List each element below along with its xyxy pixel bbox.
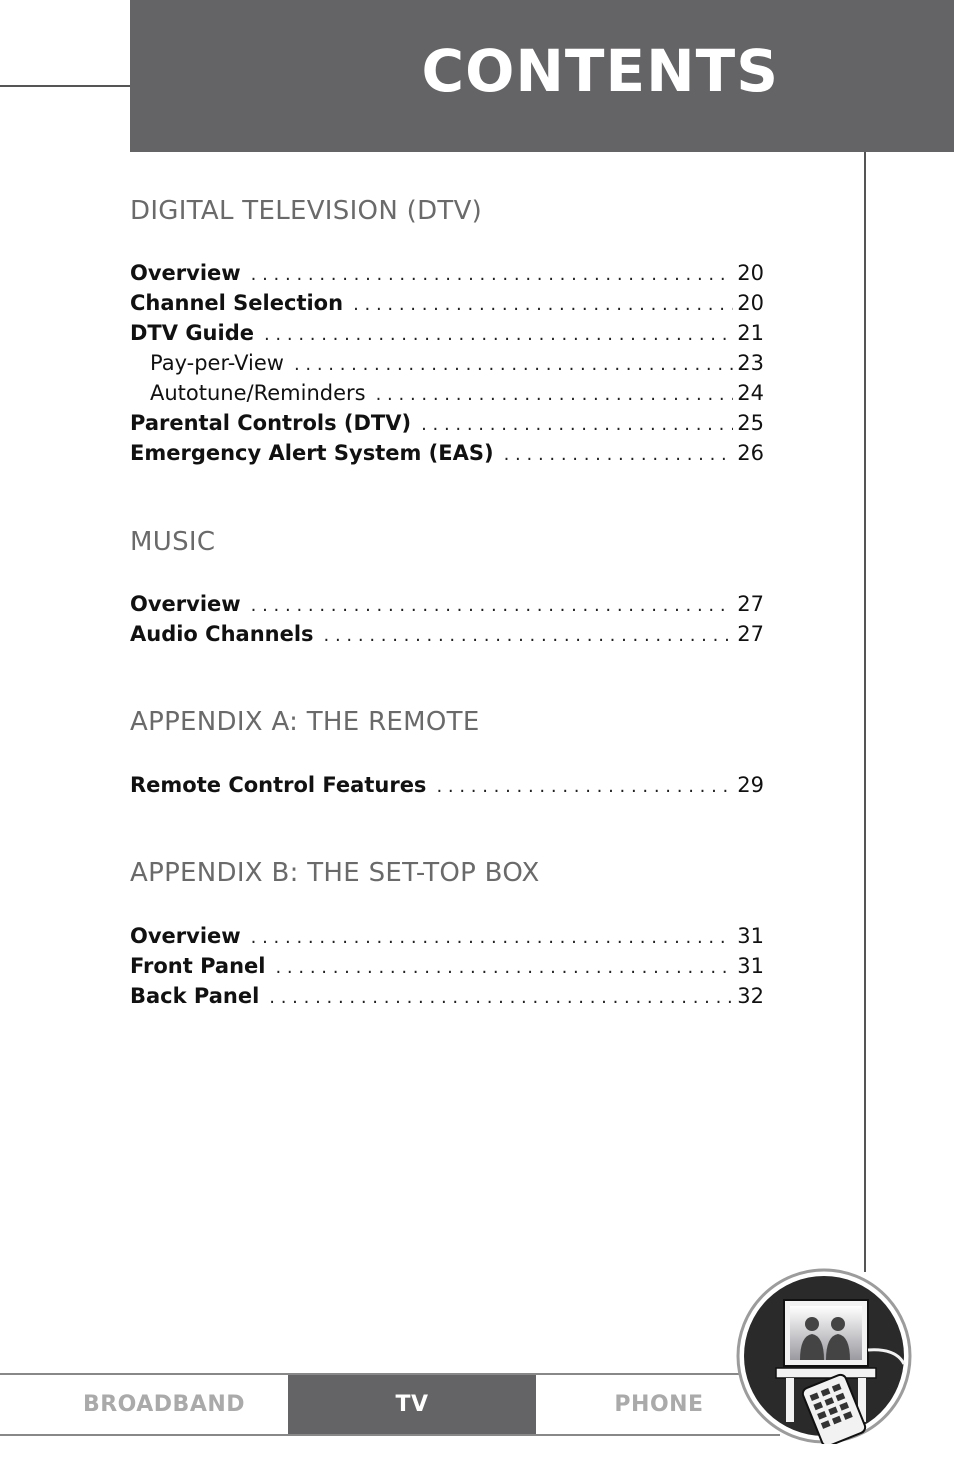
section-title-appendix-a: APPENDIX A: THE REMOTE (130, 707, 480, 737)
toc-entry-remote-control-features[interactable] (130, 770, 764, 800)
page-header (130, 0, 954, 152)
dot-leader (294, 350, 733, 378)
toc-entry-dtv-guide[interactable] (130, 318, 764, 348)
dot-leader (353, 290, 733, 318)
toc-entry-title: Channel Selection (130, 291, 344, 315)
toc-entry-pay-per-view[interactable] (130, 348, 764, 378)
dot-leader (264, 320, 733, 348)
tv-remote-icon (736, 1268, 912, 1444)
toc-entry-title: Parental Controls (DTV) (130, 411, 412, 435)
toc-page-number: 27 (737, 622, 764, 646)
toc-page-number: 29 (737, 773, 764, 797)
toc-page-number: 24 (737, 381, 764, 405)
dot-leader (421, 410, 733, 438)
toc-entry-title: Emergency Alert System (EAS) (130, 441, 494, 465)
toc-entry-music-overview[interactable] (130, 589, 764, 619)
tab-tv[interactable]: TV (288, 1375, 536, 1434)
dot-leader (436, 772, 733, 800)
toc-entry-title: Front Panel (130, 954, 266, 978)
section-title-dtv: DIGITAL TELEVISION (DTV) (130, 196, 483, 226)
dot-leader (504, 440, 734, 468)
toc-entry-title: Audio Channels (130, 622, 314, 646)
page-title: CONTENTS (421, 37, 779, 105)
toc-entry-front-panel[interactable] (130, 951, 764, 981)
toc-entry-title: Back Panel (130, 984, 260, 1008)
toc-entry-settop-overview[interactable] (130, 921, 764, 951)
toc-entry-title: Overview (130, 924, 241, 948)
toc-entry-parental-controls[interactable] (130, 408, 764, 438)
dot-leader (275, 953, 733, 981)
toc-entry-audio-channels[interactable] (130, 619, 764, 649)
toc-page-number: 26 (737, 441, 764, 465)
toc-page-number: 20 (737, 291, 764, 315)
right-margin-rule (864, 152, 866, 1272)
section-title-music: MUSIC (130, 527, 216, 557)
dot-leader (269, 983, 733, 1011)
toc-entry-title: Overview (130, 592, 241, 616)
toc-entry-dtv-overview[interactable] (130, 258, 764, 288)
toc-entry-title: Overview (130, 261, 241, 285)
tab-broadband[interactable]: BROADBAND (82, 1392, 246, 1417)
toc-entry-emergency-alert-system[interactable] (130, 438, 764, 468)
dot-leader (376, 380, 734, 408)
toc-page-number: 20 (737, 261, 764, 285)
toc-page-number: 27 (737, 592, 764, 616)
top-left-rule (0, 85, 130, 87)
toc-entry-autotune-reminders[interactable] (130, 378, 764, 408)
dot-leader (251, 260, 734, 288)
toc-entry-title: Pay-per-View (150, 351, 284, 375)
dot-leader (324, 621, 734, 649)
toc-page-number: 31 (737, 924, 764, 948)
toc-page-number: 23 (737, 351, 764, 375)
dot-leader (251, 923, 734, 951)
tabbar-bottom-rule (0, 1434, 780, 1436)
toc-entry-back-panel[interactable] (130, 981, 764, 1011)
toc-page-number: 32 (737, 984, 764, 1008)
toc-entry-title: Autotune/Reminders (150, 381, 366, 405)
toc-page-number: 31 (737, 954, 764, 978)
tab-phone[interactable]: PHONE (614, 1392, 704, 1417)
section-title-appendix-b: APPENDIX B: THE SET-TOP BOX (130, 858, 540, 888)
toc-page-number: 25 (737, 411, 764, 435)
toc-entry-title: DTV Guide (130, 321, 254, 345)
toc-page-number: 21 (737, 321, 764, 345)
toc-entry-title: Remote Control Features (130, 773, 427, 797)
dot-leader (251, 591, 734, 619)
toc-entry-channel-selection[interactable] (130, 288, 764, 318)
